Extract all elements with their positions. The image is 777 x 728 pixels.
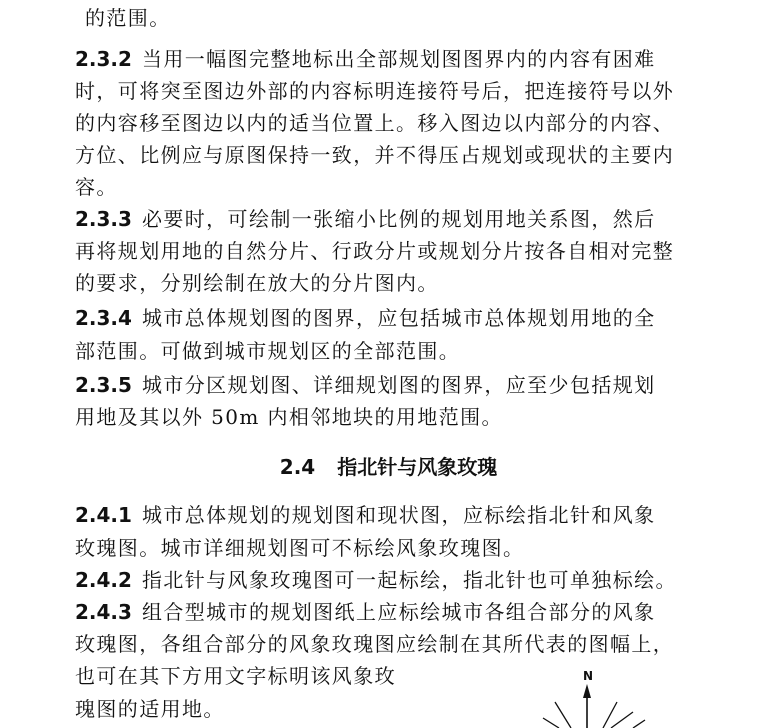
rose-line [633, 720, 645, 728]
clause-number: 2.3.2 [75, 47, 132, 71]
text-line: 用地及其以外 50m 内相邻地块的用地范围。 [75, 405, 503, 429]
text-line: 再将规划用地的自然分片、行政分片或规划分片按各自相对完整 [75, 239, 675, 263]
section-title: 指北针与风象玫瑰 [337, 455, 498, 479]
north-arrow-head [583, 684, 591, 698]
clause-number: 2.3.3 [75, 207, 132, 231]
clause-number: 2.3.5 [75, 373, 132, 397]
north-label: N [583, 669, 594, 683]
text-line: 2.3.5 城市分区规划图、详细规划图的图界，应至少包括规划 [75, 373, 656, 397]
text-line: 2.4.2 指北针与风象玫瑰图可一起标绘，指北针也可单独标绘。 [75, 568, 677, 592]
text-line: 的内容移至图边以内的适当位置上。移入图边以内部分的内容、 [75, 111, 675, 135]
section-heading [0, 452, 777, 482]
text-line: 玫瑰图。城市详细规划图可不标绘风象玫瑰图。 [75, 536, 525, 560]
text-line: 玫瑰图，各组合部分的风象玫瑰图应绘制在其所代表的图幅上， [75, 632, 675, 656]
text-line: 瑰图的适用地。 [75, 697, 225, 721]
text-line: 2.3.4 城市总体规划图的图界，应包括城市总体规划用地的全 [75, 306, 656, 330]
clause-number: 2.3.4 [75, 306, 132, 330]
text-line: 2.4.1 城市总体规划的规划图和现状图，应标绘指北针和风象 [75, 503, 656, 527]
rose-line [555, 702, 571, 728]
clause-number: 2.4.2 [75, 568, 132, 592]
text-line: 的要求，分别绘制在放大的分片图内。 [75, 271, 439, 295]
text-line: 部范围。可做到城市规划区的全部范围。 [75, 339, 461, 363]
clause-number: 2.4.3 [75, 600, 132, 624]
text-line: 也可在其下方用文字标明该风象玫 [75, 664, 396, 688]
text-line: 时，可将突至图边外部的内容标明连接符号后，把连接符号以外 [75, 79, 675, 103]
clause-number: 2.4.1 [75, 503, 132, 527]
north-arrow-wind-rose [495, 662, 685, 728]
text-line: 容。 [75, 175, 118, 199]
text-line: 2.3.3 必要时，可绘制一张缩小比例的规划用地关系图，然后 [75, 207, 656, 231]
text-line: 2.3.2 当用一幅图完整地标出全部规划图图界内的内容有困难 [75, 47, 656, 71]
text-line: 方位、比例应与原图保持一致，并不得压占规划或现状的主要内 [75, 143, 675, 167]
rose-line [611, 712, 633, 728]
rose-line [603, 702, 617, 728]
rose-line [543, 718, 559, 728]
text-line: 2.4.3 组合型城市的规划图纸上应标绘城市各组合部分的风象 [75, 600, 656, 624]
text-line: 的范围。 [85, 6, 171, 30]
section-number: 2.4 [279, 455, 316, 479]
